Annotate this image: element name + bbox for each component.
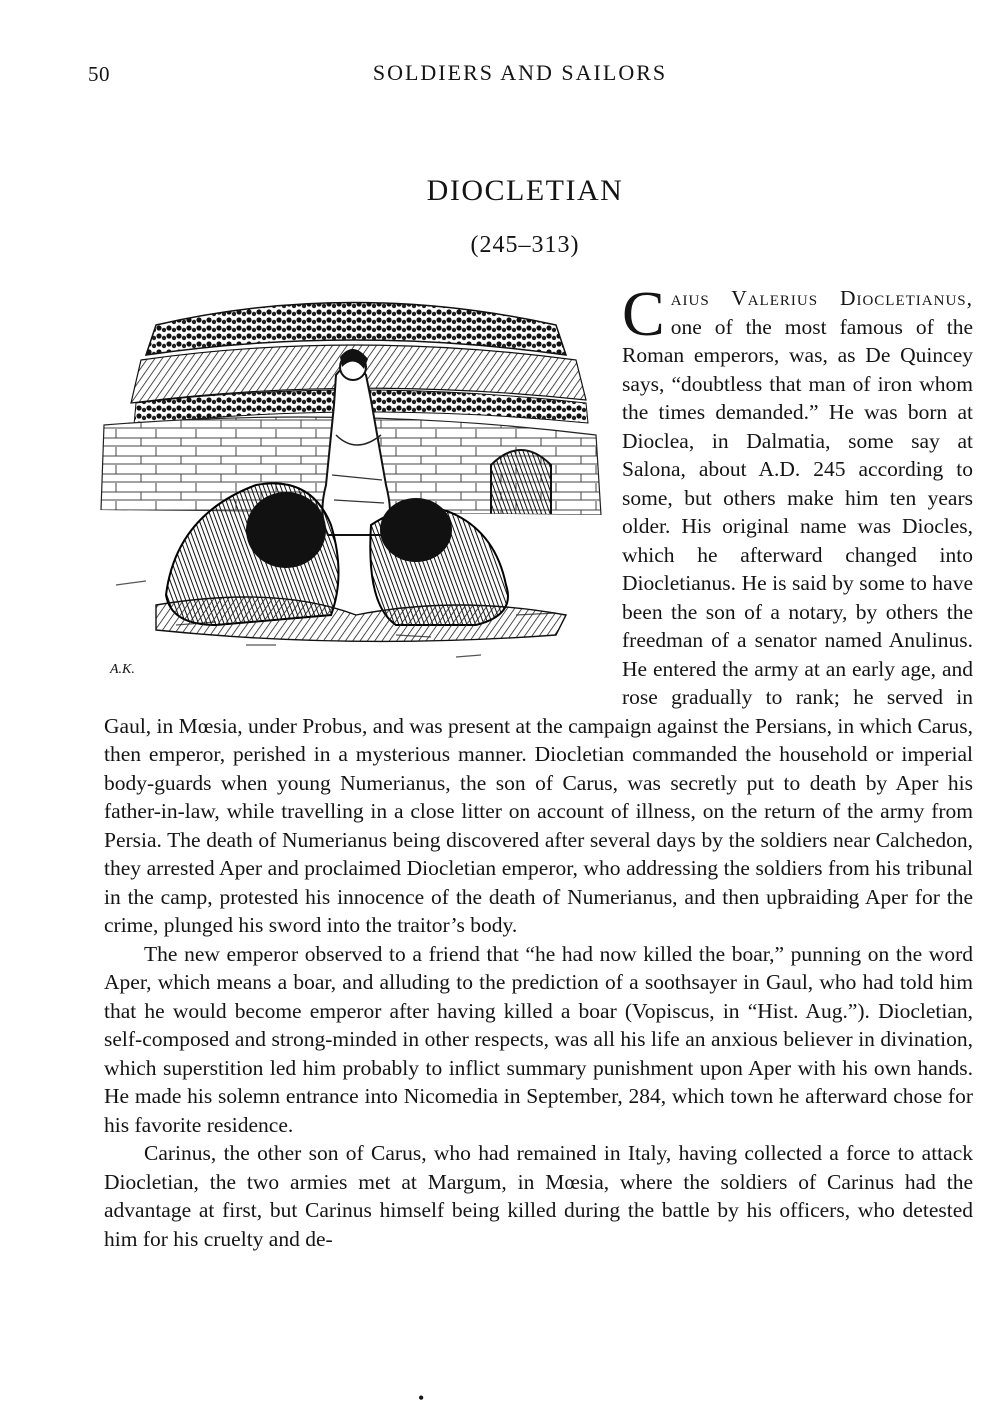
illustrator-signature: A.K. [110,662,135,677]
chapter-dates: (245–313) [470,232,580,258]
footer-mark: • [418,1388,425,1408]
drop-cap: C [622,278,665,349]
chapter-title: DIOCLETIAN [426,174,624,207]
emperor-name: aius Valerius Diocletianus, [670,286,973,310]
article-body [104,278,973,1253]
paragraph-3: Carinus, the other son of Carus, who had remained in Italy, having collected a force to attack Diocletian, the two armies met at Margum, in Mœsia, where the soldiers of Carinus had the advantage at first, but Carinus himself being killed during the battle by his officers, who detested him for his cruelty and de- [104,1141,973,1251]
illustration-spacer [104,284,622,686]
running-head: SOLDIERS AND SAILORS [372,60,668,85]
page-number: 50 [88,62,110,86]
paragraph-2: The new emperor observed to a friend that “he had now killed the boar,” punning on the word Aper, which means a boar, and alluding to the prediction of a soothsayer in Gaul, who had told him that he would become emperor after having killed a boar (Vopiscus, in “Hist. Aug.”). Diocletian, self-composed and strong-minded in other respects, was all his life an anxious believer in divination, which superstition led him probably to inflict summary punishment upon Aper with his own hands. He made his solemn entrance into Nicomedia in September, 284, which town he afterward chose for his favorite residence. [104,941,973,1137]
paragraph-1-text: one of the most famous of the Roman emperors, was, as De Quincey says, “doubtless that man of iron whom the times demanded.” He was born at Dioclea, in Dalmatia, some say at Salona, about A.D. 245 according to some, but others make him ten years older. His original name was Diocles, which he afterward changed into Diocletianus. He is said by some to have been the son of a notary, by others the freedman of a senator named Anulinus. He entered the army at an early age, and rose gradually to rank; he served in Gaul, in Mœsia, under Probus, and was present at the campaign against the Persians, in which Carus, then emperor, perished in a mysterious manner. Diocletian commanded the household or imperial body-guards when young Numerianus, the son of Carus, was secretly put to death by Aper his father-in-law, while travelling in a close litter on account of illness, on the return of the army from Persia. The death of Numerianus being discovered after several days by the soldiers near Calchedon, they arrested Aper and proclaimed Diocletian emperor, who addressing the soldiers from his tribunal in the camp, protested his innocence of the death of Numerianus, and then upbraiding Aper for the crime, plunged his sword into the traitor’s body. [104,314,973,937]
